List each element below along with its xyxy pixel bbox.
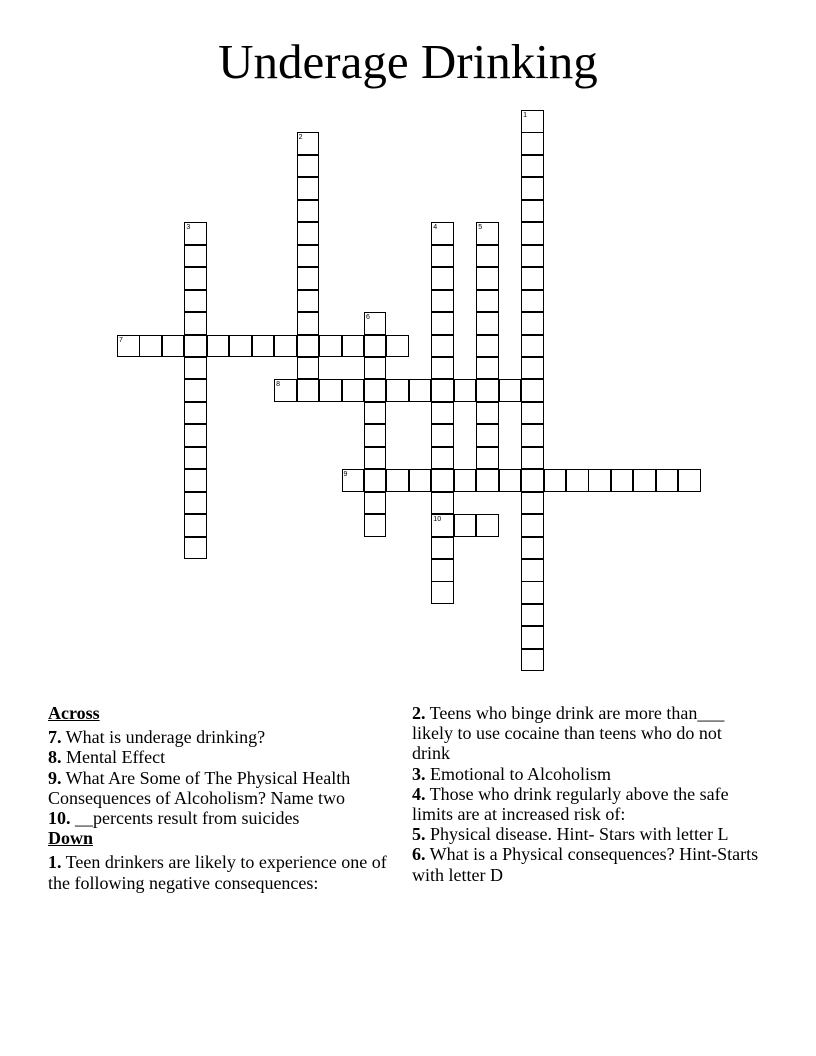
grid-cell[interactable] [521, 200, 544, 223]
grid-cell[interactable] [499, 469, 522, 492]
grid-cell[interactable] [476, 357, 499, 380]
clue-text: __percents result from suicides [70, 808, 300, 829]
clue-text: Those who drink regularly above the safe limits are at increased risk of: [412, 783, 729, 825]
cell-number: 9 [343, 471, 348, 479]
clue-number: 9. [48, 767, 62, 788]
grid-cell[interactable] [431, 245, 454, 268]
grid-cell[interactable] [431, 402, 454, 425]
grid-cell[interactable] [297, 267, 320, 290]
grid-cell[interactable] [364, 514, 387, 537]
grid-cell[interactable] [431, 424, 454, 447]
grid-cell[interactable] [342, 335, 365, 358]
grid-cell[interactable] [521, 492, 544, 515]
grid-cell[interactable] [521, 514, 544, 537]
grid-cell[interactable] [521, 402, 544, 425]
clue-down-5 [412, 824, 764, 844]
clue-number: 3. [412, 763, 426, 784]
grid-cell[interactable] [184, 424, 207, 447]
grid-cell[interactable] [476, 290, 499, 313]
grid-cell[interactable] [297, 312, 320, 335]
grid-cell[interactable] [364, 335, 387, 358]
clue-down-6 [412, 844, 764, 884]
grid-cell[interactable] [297, 177, 320, 200]
grid-cell[interactable] [184, 447, 207, 470]
grid-cell[interactable] [297, 222, 320, 245]
clue-down-4 [412, 784, 764, 824]
grid-cell[interactable] [297, 290, 320, 313]
grid-cell[interactable] [454, 514, 477, 537]
clue-number: 6. [412, 844, 426, 865]
grid-cell[interactable] [297, 379, 320, 402]
grid-cell[interactable] [184, 357, 207, 380]
clue-number: 4. [412, 783, 426, 804]
grid-cell[interactable] [162, 335, 185, 358]
grid-cell[interactable] [364, 357, 387, 380]
grid-cell[interactable] [319, 379, 342, 402]
grid-cell[interactable] [431, 559, 454, 582]
grid-cell[interactable] [297, 200, 320, 223]
grid-cell[interactable] [184, 335, 207, 358]
grid-cell[interactable] [139, 335, 162, 358]
grid-cell[interactable] [476, 402, 499, 425]
cell-number: 1 [523, 112, 527, 119]
cell-number: 2 [298, 134, 303, 142]
grid-cell[interactable] [297, 357, 320, 380]
grid-cell[interactable] [431, 537, 454, 560]
clue-number: 7. [48, 727, 62, 748]
grid-cell[interactable] [521, 537, 544, 560]
grid-cell[interactable] [184, 290, 207, 313]
clue-text: Teen drinkers are likely to experience one of the following negative consequences: [48, 852, 387, 893]
grid-cell[interactable] [499, 379, 522, 402]
cell-number: 4 [433, 224, 438, 232]
grid-cell[interactable] [476, 312, 499, 335]
clue-number: 10. [48, 808, 71, 829]
cell-number: 10 [433, 516, 442, 524]
grid-cell[interactable] [252, 335, 275, 358]
grid-cell[interactable] [364, 447, 387, 470]
grid-cell[interactable] [521, 267, 544, 290]
grid-cell[interactable] [184, 402, 207, 425]
grid-cell[interactable] [409, 469, 432, 492]
grid-cell[interactable] [297, 335, 320, 358]
grid-cell[interactable] [656, 469, 679, 492]
grid-cell[interactable] [454, 469, 477, 492]
grid-cell[interactable] [521, 649, 544, 672]
grid-cell[interactable] [544, 469, 567, 492]
grid-cell[interactable] [566, 469, 589, 492]
grid-cell[interactable] [364, 469, 387, 492]
grid-cell[interactable] [521, 604, 544, 627]
grid-cell[interactable] [184, 379, 207, 402]
grid-cell[interactable] [431, 290, 454, 313]
cell-number: 5 [478, 224, 483, 232]
grid-cell[interactable] [184, 469, 207, 492]
grid-cell[interactable] [476, 379, 499, 402]
grid-cell[interactable] [476, 335, 499, 358]
grid-cell[interactable] [454, 379, 477, 402]
clue-across-7 [48, 727, 400, 747]
grid-cell[interactable] [476, 469, 499, 492]
grid-cell[interactable] [184, 245, 207, 268]
clue-text: Teens who binge drink are more than___ likely to use cocaine than teens who do not drink [412, 703, 725, 764]
grid-cell[interactable] [431, 335, 454, 358]
grid-cell[interactable] [633, 469, 656, 492]
grid-cell[interactable] [611, 469, 634, 492]
grid-cell[interactable] [431, 447, 454, 470]
grid-cell[interactable] [431, 379, 454, 402]
clue-number: 2. [412, 703, 426, 723]
clue-down-1 [48, 852, 400, 892]
grid-cell[interactable] [521, 335, 544, 358]
clue-number: 8. [48, 747, 62, 768]
grid-cell[interactable] [521, 155, 544, 178]
grid-cell[interactable] [297, 155, 320, 178]
grid-cell[interactable] [364, 492, 387, 515]
clue-text: Physical disease. Hint- Stars with letter L [425, 824, 729, 845]
grid-cell[interactable] [364, 402, 387, 425]
clue-text: Emotional to Alcoholism [425, 763, 611, 784]
grid-cell[interactable] [184, 312, 207, 335]
grid-cell[interactable] [207, 335, 230, 358]
clue-across-10 [48, 808, 400, 828]
grid-cell[interactable] [476, 267, 499, 290]
clue-text: Mental Effect [61, 747, 166, 768]
grid-cell[interactable] [431, 581, 454, 604]
clue-down-2 [412, 703, 764, 764]
grid-cell[interactable] [342, 379, 365, 402]
clue-text: What is a Physical consequences? Hint-Starts with letter D [412, 844, 759, 885]
grid-cell[interactable] [521, 290, 544, 313]
puzzle-title: Underage Drinking [218, 34, 598, 89]
grid-cell[interactable] [678, 469, 701, 492]
grid-cell[interactable] [229, 335, 252, 358]
grid-cell[interactable] [521, 177, 544, 200]
grid-cell[interactable] [521, 447, 544, 470]
grid-cell[interactable] [431, 469, 454, 492]
grid-cell[interactable] [476, 245, 499, 268]
grid-cell[interactable] [476, 514, 499, 537]
grid-cell[interactable] [297, 245, 320, 268]
grid-cell[interactable] [521, 626, 544, 649]
grid-cell[interactable] [521, 312, 544, 335]
grid-cell[interactable] [431, 357, 454, 380]
clue-number: 5. [412, 824, 426, 845]
clue-text: What is underage drinking? [61, 727, 266, 748]
grid-cell[interactable] [431, 312, 454, 335]
clue-across-9 [48, 768, 400, 808]
clue-number: 1. [48, 852, 62, 873]
clue-column-left [48, 703, 400, 893]
clue-column-right [412, 703, 764, 885]
grid-cell[interactable] [476, 424, 499, 447]
clue-across-8 [48, 747, 400, 767]
grid-cell[interactable] [184, 492, 207, 515]
grid-cell[interactable] [521, 581, 544, 604]
grid-cell[interactable] [364, 424, 387, 447]
grid-cell[interactable] [521, 222, 544, 245]
grid-cell[interactable] [184, 267, 207, 290]
clue-text: What Are Some of The Physical Health Consequences of Alcoholism? Name two [48, 767, 351, 808]
grid-cell[interactable] [521, 424, 544, 447]
grid-cell[interactable] [431, 492, 454, 515]
grid-cell[interactable] [274, 335, 297, 358]
grid-cell[interactable] [386, 469, 409, 492]
across-heading: Across [48, 703, 100, 723]
grid-cell[interactable] [521, 357, 544, 380]
cell-number: 6 [365, 314, 370, 322]
grid-cell[interactable] [521, 245, 544, 268]
down-heading: Down [48, 828, 94, 849]
grid-cell[interactable] [386, 335, 409, 358]
grid-cell[interactable] [521, 132, 544, 155]
grid-cell[interactable] [431, 267, 454, 290]
clue-down-3 [412, 764, 764, 784]
grid-cell[interactable] [476, 447, 499, 470]
grid-cell[interactable] [319, 335, 342, 358]
grid-cell[interactable] [184, 537, 207, 560]
cell-number: 3 [186, 224, 191, 232]
cell-number: 7 [119, 336, 123, 344]
grid-cell[interactable] [364, 379, 387, 402]
grid-cell[interactable] [588, 469, 611, 492]
grid-cell[interactable] [521, 469, 544, 492]
cell-number: 8 [276, 381, 281, 389]
grid-cell[interactable] [521, 559, 544, 582]
grid-cell[interactable] [184, 514, 207, 537]
grid-cell[interactable] [386, 379, 409, 402]
grid-cell[interactable] [409, 379, 432, 402]
grid-cell[interactable] [521, 379, 544, 402]
